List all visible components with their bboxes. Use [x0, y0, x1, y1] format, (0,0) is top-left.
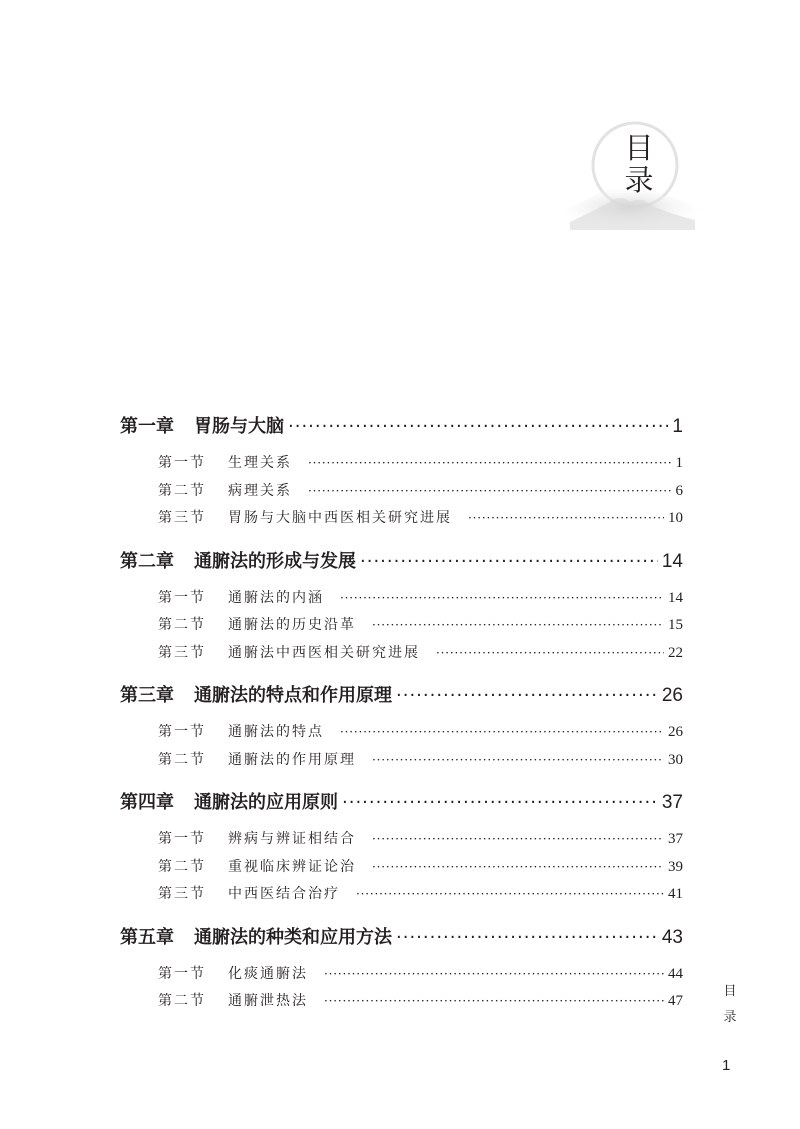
- section-entry[interactable]: [120, 721, 683, 749]
- dot-leader: [396, 927, 658, 948]
- section-title: 胃肠与大脑中西医相关研究进展: [228, 510, 452, 526]
- table-of-contents: [120, 412, 683, 1030]
- section-entry[interactable]: [120, 452, 683, 480]
- dot-leader: [324, 967, 664, 981]
- section-page: 10: [668, 510, 683, 526]
- section-page: 37: [668, 831, 683, 847]
- chapter-group: [120, 412, 683, 535]
- section-title: 通腑法的作用原理: [228, 751, 356, 768]
- chapter-title: 通腑法的特点和作用原理: [194, 685, 392, 706]
- dot-leader: [468, 511, 664, 525]
- section-title: 病理关系: [228, 482, 292, 499]
- section-number: 第三节: [158, 644, 206, 661]
- chapter-page: 1: [672, 416, 683, 437]
- section-entry[interactable]: [120, 749, 683, 777]
- chapter-title: 通腑法的种类和应用方法: [194, 926, 392, 948]
- section-entry[interactable]: [120, 990, 683, 1018]
- section-page: 6: [675, 482, 683, 499]
- chapter-entry[interactable]: [120, 547, 683, 581]
- section-page: 41: [668, 886, 683, 902]
- chapter-page: 37: [661, 792, 683, 813]
- section-entry[interactable]: [120, 828, 683, 856]
- dot-leader: [340, 591, 664, 605]
- section-page: 39: [668, 858, 683, 875]
- chapter-entry[interactable]: [120, 923, 683, 957]
- section-title: 通腑法的内涵: [228, 589, 324, 606]
- dot-leader: [372, 860, 664, 874]
- section-title: 重视临床辨证论治: [228, 858, 356, 875]
- dot-leader: [372, 618, 664, 632]
- section-title: 通腑法的特点: [228, 724, 324, 740]
- section-page: 14: [668, 589, 683, 606]
- section-entry[interactable]: [120, 856, 683, 884]
- dot-leader: [372, 832, 664, 846]
- dot-leader: [288, 416, 668, 437]
- section-number: 第三节: [158, 510, 206, 526]
- section-number: 第一节: [158, 831, 206, 847]
- section-title: 生理关系: [228, 455, 292, 471]
- section-entry[interactable]: [120, 883, 683, 911]
- section-title: 通腑泄热法: [228, 993, 308, 1009]
- chapter-number: 第二章: [120, 550, 174, 572]
- chapter-entry[interactable]: [120, 412, 683, 446]
- dot-leader: [356, 887, 664, 901]
- chapter-group: [120, 547, 683, 670]
- section-number: 第一节: [158, 965, 206, 982]
- dot-leader: [308, 484, 672, 498]
- dot-leader: [342, 792, 658, 813]
- chapter-number: 第三章: [120, 685, 174, 706]
- dot-leader: [372, 753, 664, 767]
- title-char: 目: [624, 131, 654, 165]
- dot-leader: [396, 685, 658, 706]
- chapter-title: 通腑法的应用原则: [194, 792, 338, 813]
- section-number: 第二节: [158, 617, 206, 633]
- section-number: 第一节: [158, 724, 206, 740]
- section-page: 44: [668, 965, 683, 982]
- section-entry[interactable]: [120, 480, 683, 508]
- side-label-char: 录: [723, 1010, 737, 1025]
- chapter-number: 第一章: [120, 416, 174, 437]
- section-title: 化痰通腑法: [228, 965, 308, 982]
- title-char: 录: [624, 163, 654, 197]
- section-page: 47: [668, 993, 683, 1009]
- section-page: 26: [668, 724, 683, 740]
- section-number: 第二节: [158, 993, 206, 1009]
- section-number: 第一节: [158, 455, 206, 471]
- chapter-group: [120, 923, 683, 1018]
- section-number: 第二节: [158, 751, 206, 768]
- section-entry[interactable]: [120, 963, 683, 991]
- section-page: 1: [675, 455, 683, 471]
- section-entry[interactable]: [120, 614, 683, 642]
- section-number: 第三节: [158, 886, 206, 902]
- page-number: 1: [722, 1057, 731, 1074]
- chapter-group: [120, 788, 683, 911]
- section-entry[interactable]: [120, 587, 683, 615]
- section-entry[interactable]: [120, 507, 683, 535]
- section-page: 30: [668, 751, 683, 768]
- chapter-entry[interactable]: [120, 788, 683, 822]
- dot-leader: [360, 551, 658, 572]
- section-number: 第一节: [158, 589, 206, 606]
- chapter-page: 26: [661, 685, 683, 706]
- section-entry[interactable]: [120, 642, 683, 670]
- chapter-group: [120, 681, 683, 776]
- side-label-char: 目: [723, 984, 737, 999]
- dot-leader: [340, 725, 664, 739]
- chapter-title: 胃肠与大脑: [194, 416, 284, 437]
- section-title: 通腑法的历史沿革: [228, 617, 356, 633]
- section-title: 辨病与辨证相结合: [228, 831, 356, 847]
- side-running-head: [722, 979, 738, 1031]
- section-page: 15: [668, 617, 683, 633]
- dot-leader: [324, 994, 664, 1008]
- section-title: 中西医结合治疗: [228, 886, 340, 902]
- section-number: 第二节: [158, 858, 206, 875]
- page-title: [624, 132, 654, 196]
- section-title: 通腑法中西医相关研究进展: [228, 644, 420, 661]
- dot-leader: [308, 456, 672, 470]
- chapter-title: 通腑法的形成与发展: [194, 550, 356, 572]
- section-number: 第二节: [158, 482, 206, 499]
- chapter-entry[interactable]: [120, 681, 683, 715]
- chapter-page: 43: [661, 926, 683, 948]
- chapter-page: 14: [661, 550, 683, 572]
- chapter-number: 第四章: [120, 792, 174, 813]
- section-page: 22: [668, 644, 683, 661]
- chapter-number: 第五章: [120, 926, 174, 948]
- dot-leader: [436, 646, 664, 660]
